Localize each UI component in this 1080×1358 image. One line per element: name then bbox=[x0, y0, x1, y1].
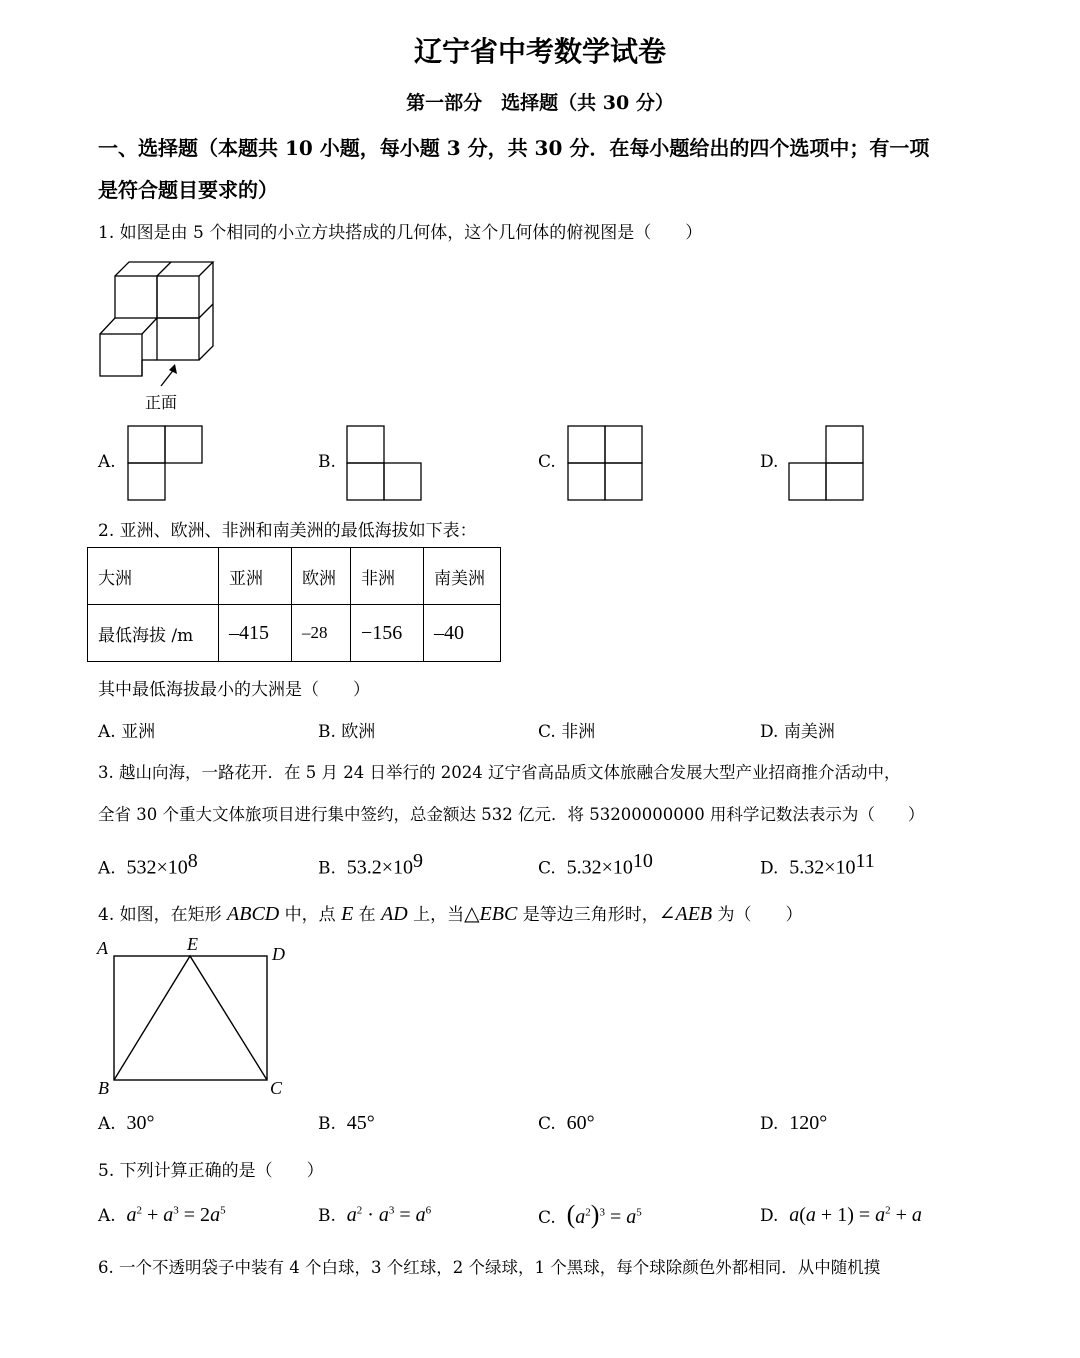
q4-text: 是等边三角形时， bbox=[517, 905, 659, 925]
vertex-label-d: D bbox=[272, 944, 285, 964]
page-title: 辽宁省中考数学试卷 bbox=[413, 35, 666, 68]
front-label: 正面 bbox=[145, 393, 178, 412]
option-base: 5.32×10 bbox=[789, 856, 856, 879]
table-header-cell: 非洲 bbox=[351, 548, 424, 605]
q2-option-a: A. 亚洲 bbox=[98, 722, 156, 742]
q1-option-a-label: A. bbox=[98, 452, 116, 472]
option-base: 532×10 bbox=[126, 856, 188, 879]
q4-text: 上，当 bbox=[407, 905, 465, 925]
q4-var: △EBC bbox=[464, 903, 518, 925]
option-label: D. bbox=[760, 1206, 779, 1226]
option-exponent: 9 bbox=[413, 850, 423, 872]
option-exponent: 11 bbox=[855, 850, 875, 872]
option-label: A. bbox=[98, 1206, 116, 1226]
q3-option-c bbox=[538, 850, 653, 880]
q4-option-d bbox=[760, 1112, 827, 1135]
option-value: 120° bbox=[789, 1112, 828, 1134]
option-exponent: 10 bbox=[632, 850, 653, 872]
q2-stem: 2. 亚洲、欧洲、非洲和南美洲的最低海拔如下表： bbox=[98, 521, 477, 541]
option-value: 60° bbox=[566, 1112, 595, 1134]
q2-ask: 其中最低海拔最小的大洲是（ ） bbox=[98, 680, 370, 700]
option-label: C. bbox=[538, 1208, 556, 1228]
q4-stem bbox=[98, 900, 803, 926]
q5-stem: 5. 下列计算正确的是（ ） bbox=[98, 1161, 324, 1181]
table-header-row bbox=[88, 548, 501, 605]
option-value: 30° bbox=[126, 1112, 155, 1134]
table-header-cell: 亚洲 bbox=[219, 548, 292, 605]
q4-text: 中，点 bbox=[279, 905, 342, 925]
table-cell: −156 bbox=[351, 605, 424, 662]
option-label: D. bbox=[760, 858, 779, 879]
q4-text: 在 bbox=[353, 905, 382, 925]
q1-option-c-figure bbox=[566, 424, 646, 502]
q4-option-a bbox=[98, 1112, 155, 1135]
q5-option-b: B. $a^2 \cdot a^3 = a^6$ bbox=[318, 1204, 432, 1226]
q4-var: AD bbox=[381, 903, 408, 925]
part-heading: 第一部分 选择题（共 30 分） bbox=[406, 92, 674, 114]
vertex-label-e: E bbox=[187, 934, 198, 954]
table-header-cell: 大洲 bbox=[88, 548, 219, 605]
q3-option-b bbox=[318, 850, 423, 880]
table-cell: –40 bbox=[424, 605, 501, 662]
option-value: 45° bbox=[346, 1112, 375, 1134]
q4-option-b bbox=[318, 1112, 375, 1135]
option-exponent: 8 bbox=[187, 850, 198, 872]
q5-option-a: A. $a^2 + a^3 = 2a^5$ bbox=[98, 1204, 226, 1226]
option-label: A. bbox=[98, 1114, 116, 1134]
option-label: B. bbox=[318, 858, 336, 879]
q1-option-c-label: C. bbox=[538, 452, 556, 472]
vertex-label-c: C bbox=[270, 1078, 283, 1098]
q3-line2: 全省 30 个重大文体旅项目进行集中签约，总金额达 532 亿元．将 53200000000 用科学记数法表示为（ ） bbox=[98, 805, 925, 824]
option-base: 53.2×10 bbox=[346, 856, 413, 879]
q1-option-d-figure bbox=[787, 424, 867, 502]
table-row bbox=[88, 605, 501, 662]
table-header-cell: 南美洲 bbox=[424, 548, 501, 605]
q3-line1: 3. 越山向海，一路花开．在 5 月 24 日举行的 2024 辽宁省高品质文体旅融合发展大型产业招商推介活动中， bbox=[98, 763, 901, 782]
q1-option-a-figure bbox=[126, 424, 206, 502]
option-label: B. bbox=[318, 1206, 336, 1226]
altitude-table bbox=[87, 547, 501, 662]
q1-cube-figure bbox=[95, 258, 225, 408]
option-label: A. bbox=[98, 858, 116, 879]
q4-var: E bbox=[341, 903, 354, 925]
q2-option-d: D. 南美洲 bbox=[760, 722, 835, 742]
q5-option-c: C. $(a^2)^3 = a^5$ bbox=[538, 1200, 642, 1229]
q3-option-d bbox=[760, 850, 875, 880]
vertex-label-a: A bbox=[97, 938, 108, 958]
option-label: C. bbox=[538, 858, 556, 879]
option-label: C. bbox=[538, 1114, 556, 1134]
q4-rectangle-figure bbox=[94, 932, 294, 1102]
q4-text: 4. 如图，在矩形 bbox=[98, 905, 228, 925]
vertex-label-b: B bbox=[98, 1078, 109, 1098]
q1-option-b-figure bbox=[345, 424, 425, 502]
table-header-cell: 欧洲 bbox=[292, 548, 351, 605]
q5-option-d: D. $a(a + 1) = a^2 + a$ bbox=[760, 1204, 922, 1226]
q4-text: 为（ ） bbox=[712, 905, 803, 925]
option-base: 5.32×10 bbox=[566, 856, 633, 879]
q2-option-c: C. 非洲 bbox=[538, 722, 596, 742]
q1-option-b-label: B. bbox=[318, 452, 336, 472]
option-label: B. bbox=[318, 1114, 336, 1134]
table-row-label: 最低海拔 /m bbox=[88, 605, 219, 662]
q2-option-b: B. 欧洲 bbox=[318, 722, 376, 742]
table-cell: –28 bbox=[292, 605, 351, 662]
q4-option-c bbox=[538, 1112, 595, 1135]
q3-option-a bbox=[98, 850, 198, 880]
table-cell: –415 bbox=[219, 605, 292, 662]
q4-var: ∠AEB bbox=[658, 903, 713, 925]
q4-var: ABCD bbox=[227, 903, 280, 925]
q6-line1: 6. 一个不透明袋子中装有 4 个白球，3 个红球，2 个绿球，1 个黑球，每个球除颜色外都相同．从中随机摸 bbox=[98, 1258, 881, 1277]
q1-stem: 1. 如图是由 5 个相同的小立方块搭成的几何体，这个几何体的俯视图是（ ） bbox=[98, 223, 703, 243]
q1-option-d-label: D. bbox=[760, 452, 779, 472]
section-heading-line1: 一、选择题（本题共 10 小题，每小题 3 分，共 30 分．在每小题给出的四个选项中；有一项 bbox=[98, 136, 930, 160]
section-heading-line2: 是符合题目要求的） bbox=[98, 178, 278, 202]
option-label: D. bbox=[760, 1114, 779, 1134]
